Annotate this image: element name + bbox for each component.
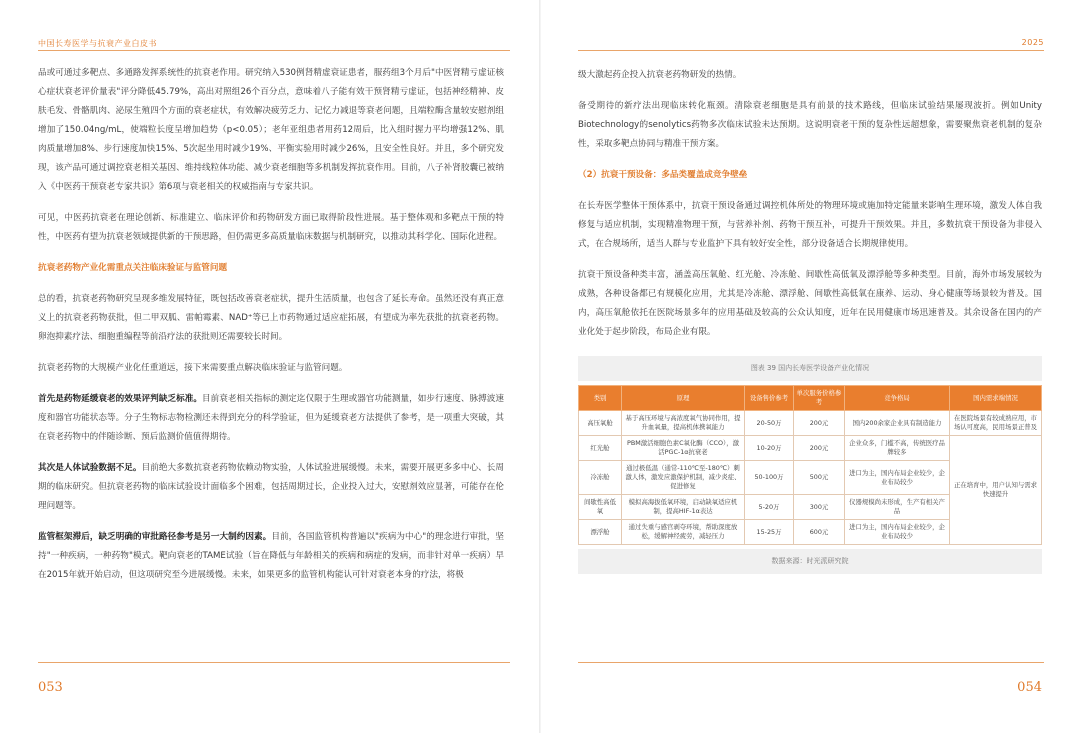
- running-header-year: 2025: [1021, 38, 1044, 47]
- table-cell: 漂浮舱: [579, 520, 622, 545]
- table-cell: 600元: [794, 520, 845, 545]
- paragraph: [38, 528, 504, 585]
- running-header: 中国长寿医学与抗衰产业白皮书: [38, 39, 157, 48]
- column-header: 竞争格局: [845, 386, 950, 411]
- column-header: 单次服务价格参考: [794, 386, 845, 411]
- table-cell: 50-100万: [745, 461, 794, 495]
- header-rule: [578, 50, 1044, 51]
- table-cell: 高压氧舱: [579, 411, 622, 436]
- table-cell: 10-20万: [745, 436, 794, 461]
- footer-rule: [38, 662, 510, 663]
- page-number: 054: [1017, 680, 1042, 695]
- table-cell: 通过极低温（通常-110℃至-180℃）刺激人体，激发应激保护机制，减少炎症、促进修复: [622, 461, 745, 495]
- header-rule: [38, 50, 510, 51]
- paragraph-text: 目前绝大多数抗衰老药物依赖动物实验，人体试验进展缓慢。未来，需要开展更多多中心、长周期的临床研究。但抗衰老药物的临床试验设计面临多个困难，包括周期过长，企业投入过大，安慰剂效应显著，可能存在伦理问题等。: [38, 463, 504, 511]
- table-cell: 模拟高海拔低氧环境，启动缺氧适应机制，提高HIF-1α表达: [622, 495, 745, 520]
- table-cell: 企业众多，门槛不高，传统医疗品牌较多: [845, 436, 950, 461]
- table-cell: 冷冻舱: [579, 461, 622, 495]
- table-row: [579, 411, 1042, 436]
- table-cell: 15-25万: [745, 520, 794, 545]
- table-cell: 在医院场景有较成熟应用，市场认可度高，民用场景正普及: [950, 411, 1042, 436]
- table-cell: 5-20万: [745, 495, 794, 520]
- paragraph: 总的看，抗衰老药物研究呈现多维发展特征，既包括改善衰老症状，提升生活质量，也包含了延长寿命。虽然还没有真正意义上的抗衰老药物获批，但二甲双胍、雷帕霉素、NAD⁺等已上市药物通过适应症拓展，有望成为率先获批的抗衰老药物。卵泡抑素疗法、细胞重编程等前沿疗法的获批则还需要较长时间。: [38, 294, 504, 342]
- paragraph: 抗衰干预设备种类丰富，涵盖高压氧舱、红光舱、冷冻舱、间歇性高低氧及漂浮舱等多种类型。目前，海外市场发展较为成熟，各种设备都已有规模化应用，尤其是冷冻舱、漂浮舱、间歇性高低氧在康养、运动、身心健康等场景较为普及。国内，高压氧舱依托在医院场景多年的应用基础及较高的公众认知度，近年在民用健康市场迅速普及。其余设备在国内的产业化处于起步阶段，布局企业有限。: [578, 270, 1042, 337]
- footer-rule: [578, 662, 1044, 663]
- column-header: 原理: [622, 386, 745, 411]
- table-cell: 200元: [794, 411, 845, 436]
- table-cell: PBM激活细胞色素C氧化酶（CCO），激活PGC-1α抗衰老: [622, 436, 745, 461]
- right-body: [578, 66, 1042, 574]
- column-header: 类别: [579, 386, 622, 411]
- table-cell: 正在培育中，用户认知与需求快速提升: [950, 436, 1042, 545]
- lead-sentence: 其次是人体试验数据不足。: [38, 463, 142, 473]
- paragraph: 可见，中医药抗衰老在理论创新、标准建立、临床评价和药物研发方面已取得阶段性进展。基于整体观和多靶点干预的特性，中医药有望为抗衰老领域提供新的干预思路，但仍需更多高质量临床数据与机制研究，以推动其科学化、国际化进程。: [38, 213, 504, 242]
- table-cell: 间歇性高低氧: [579, 495, 622, 520]
- lead-sentence: 首先是药物延缓衰老的效果评判缺乏标准。: [38, 394, 202, 404]
- paragraph-text: 目前衰老相关指标的测定迄仅限于生理或器官功能测量，如步行速度、脉搏波速度和器官功能状态等。分子生物标志物检测还未得到充分的科学验证，但为延缓衰老方法提供了参考，是一项重大突破，其在衰老药物中的伴随诊断、预后监测价值值得期待。: [38, 394, 504, 442]
- table-cell: 300元: [794, 495, 845, 520]
- paragraph-text: 目前，各国监管机构普遍以"疾病为中心"的理念进行审批，坚持"一种疾病，一种药物"模式。靶向衰老的TAME试验（旨在降低与年龄相关的疾病和病症的发病，而非针对单一疾病）早在2015年就开始启动，但这项研究至今进展缓慢。未来，如果更多的监管机构能认可针对衰老本身的疗法，将极: [38, 532, 504, 580]
- paragraph: [38, 459, 504, 516]
- column-header: 国内需求端情况: [950, 386, 1042, 411]
- table-header-row: [579, 386, 1042, 411]
- table-cell: 进口为主，国内布局企业较少，企业布局较少: [845, 520, 950, 545]
- table-cell: 进口为主，国内布局企业较少，企业布局较少: [845, 461, 950, 495]
- figure-caption: 图表 39 国内长寿医学设备产业化情况: [578, 356, 1042, 381]
- paragraph: 抗衰老药物的大规模产业化任重道远，接下来需要重点解决临床验证与监管问题。: [38, 363, 348, 373]
- paragraph: 品或可通过多靶点、多通路发挥系统性的抗衰老作用。研究纳入530例肾精虚衰证患者，服药组3个月后"中医肾精亏虚证核心症状衰老评价量表"评分降低45.79%，高出对照组26个百分点，意味着八子能有效干预肾精亏虚证，包括神经精神、皮肤毛发、骨骼肌肉、泌尿生殖四个方面的衰老症状，有效解决疲劳乏力、记忆力减退等衰老问题，且端粒酶含量较安慰剂组增加了150.04ng/mL，使端粒长度呈增加趋势（p<0.05）；老年亚组患者用药12周后，比入组时握力平均增强12%、肌肉质量增加8%、步行速度加快15%、5次起坐用时减少19%、平衡实验用时减少26%，且安全性良好。并且，多个研究发现，该产品可通过调控衰老相关基因、维持线粒体功能、减少衰老细胞等多机制发挥抗衰作用。目前，八子补肾胶囊已被纳入《中医药干预衰老专家共识》第6项与衰老相关的权威指南与专家共识。: [38, 68, 504, 192]
- table-cell: 仪器规模尚未形成，生产有相关产品: [845, 495, 950, 520]
- table-cell: 基于高压环境与高浓度氧气协同作用，提升血氧量，提高机体携氧能力: [622, 411, 745, 436]
- section-title: （2）抗衰干预设备：多品类覆盖成竞争壁垒: [578, 170, 748, 180]
- paragraph: 级大激起药企投入抗衰老药物研发的热情。: [578, 70, 742, 80]
- lead-sentence: 监管框架滞后，缺乏明确的审批路径参考是另一大制约因素。: [38, 532, 272, 542]
- right-page: [540, 0, 1080, 733]
- paragraph: [38, 390, 504, 447]
- column-header: 设备售价参考: [745, 386, 794, 411]
- left-body: [38, 64, 504, 597]
- table-cell: 国内200余家企业具有制造能力: [845, 411, 950, 436]
- figure-source: 数据来源：时光派研究院: [578, 549, 1042, 574]
- table-cell: 通过失重与感官剥夺环境，帮助深度放松，缓解神经疲劳，减轻压力: [622, 520, 745, 545]
- table-cell: 红光舱: [579, 436, 622, 461]
- table-row: [579, 436, 1042, 461]
- section-title: 抗衰老药物产业化需重点关注临床验证与监管问题: [38, 263, 228, 273]
- paragraph: 备受期待的新疗法出现临床转化瓶颈。清除衰老细胞是具有前景的技术路线，但临床试验结果屡现波折。例如Unity Biotechnology的senolytics药物多次临床试验未达预期。这说明衰老干预的复杂性远超想象，需要聚焦衰老机制的复杂性，采取多靶点协同与精准干预方案。: [578, 101, 1042, 149]
- table-cell: 20-50万: [745, 411, 794, 436]
- page-number: 053: [38, 680, 63, 695]
- table-cell: 500元: [794, 461, 845, 495]
- device-industry-table: [578, 385, 1042, 545]
- paragraph: 在长寿医学整体干预体系中，抗衰干预设备通过调控机体所处的物理环境或施加特定能量来影响生理环境，激发人体自我修复与适应机制，实现精准物理干预，与营养补剂、药物干预互补，可提升干预效果。并且，多数抗衰干预设备为非侵入式，在合规场所，适当人群与专业监护下具有较好安全性，部分设备适合长期规律使用。: [578, 201, 1042, 249]
- table-cell: 200元: [794, 436, 845, 461]
